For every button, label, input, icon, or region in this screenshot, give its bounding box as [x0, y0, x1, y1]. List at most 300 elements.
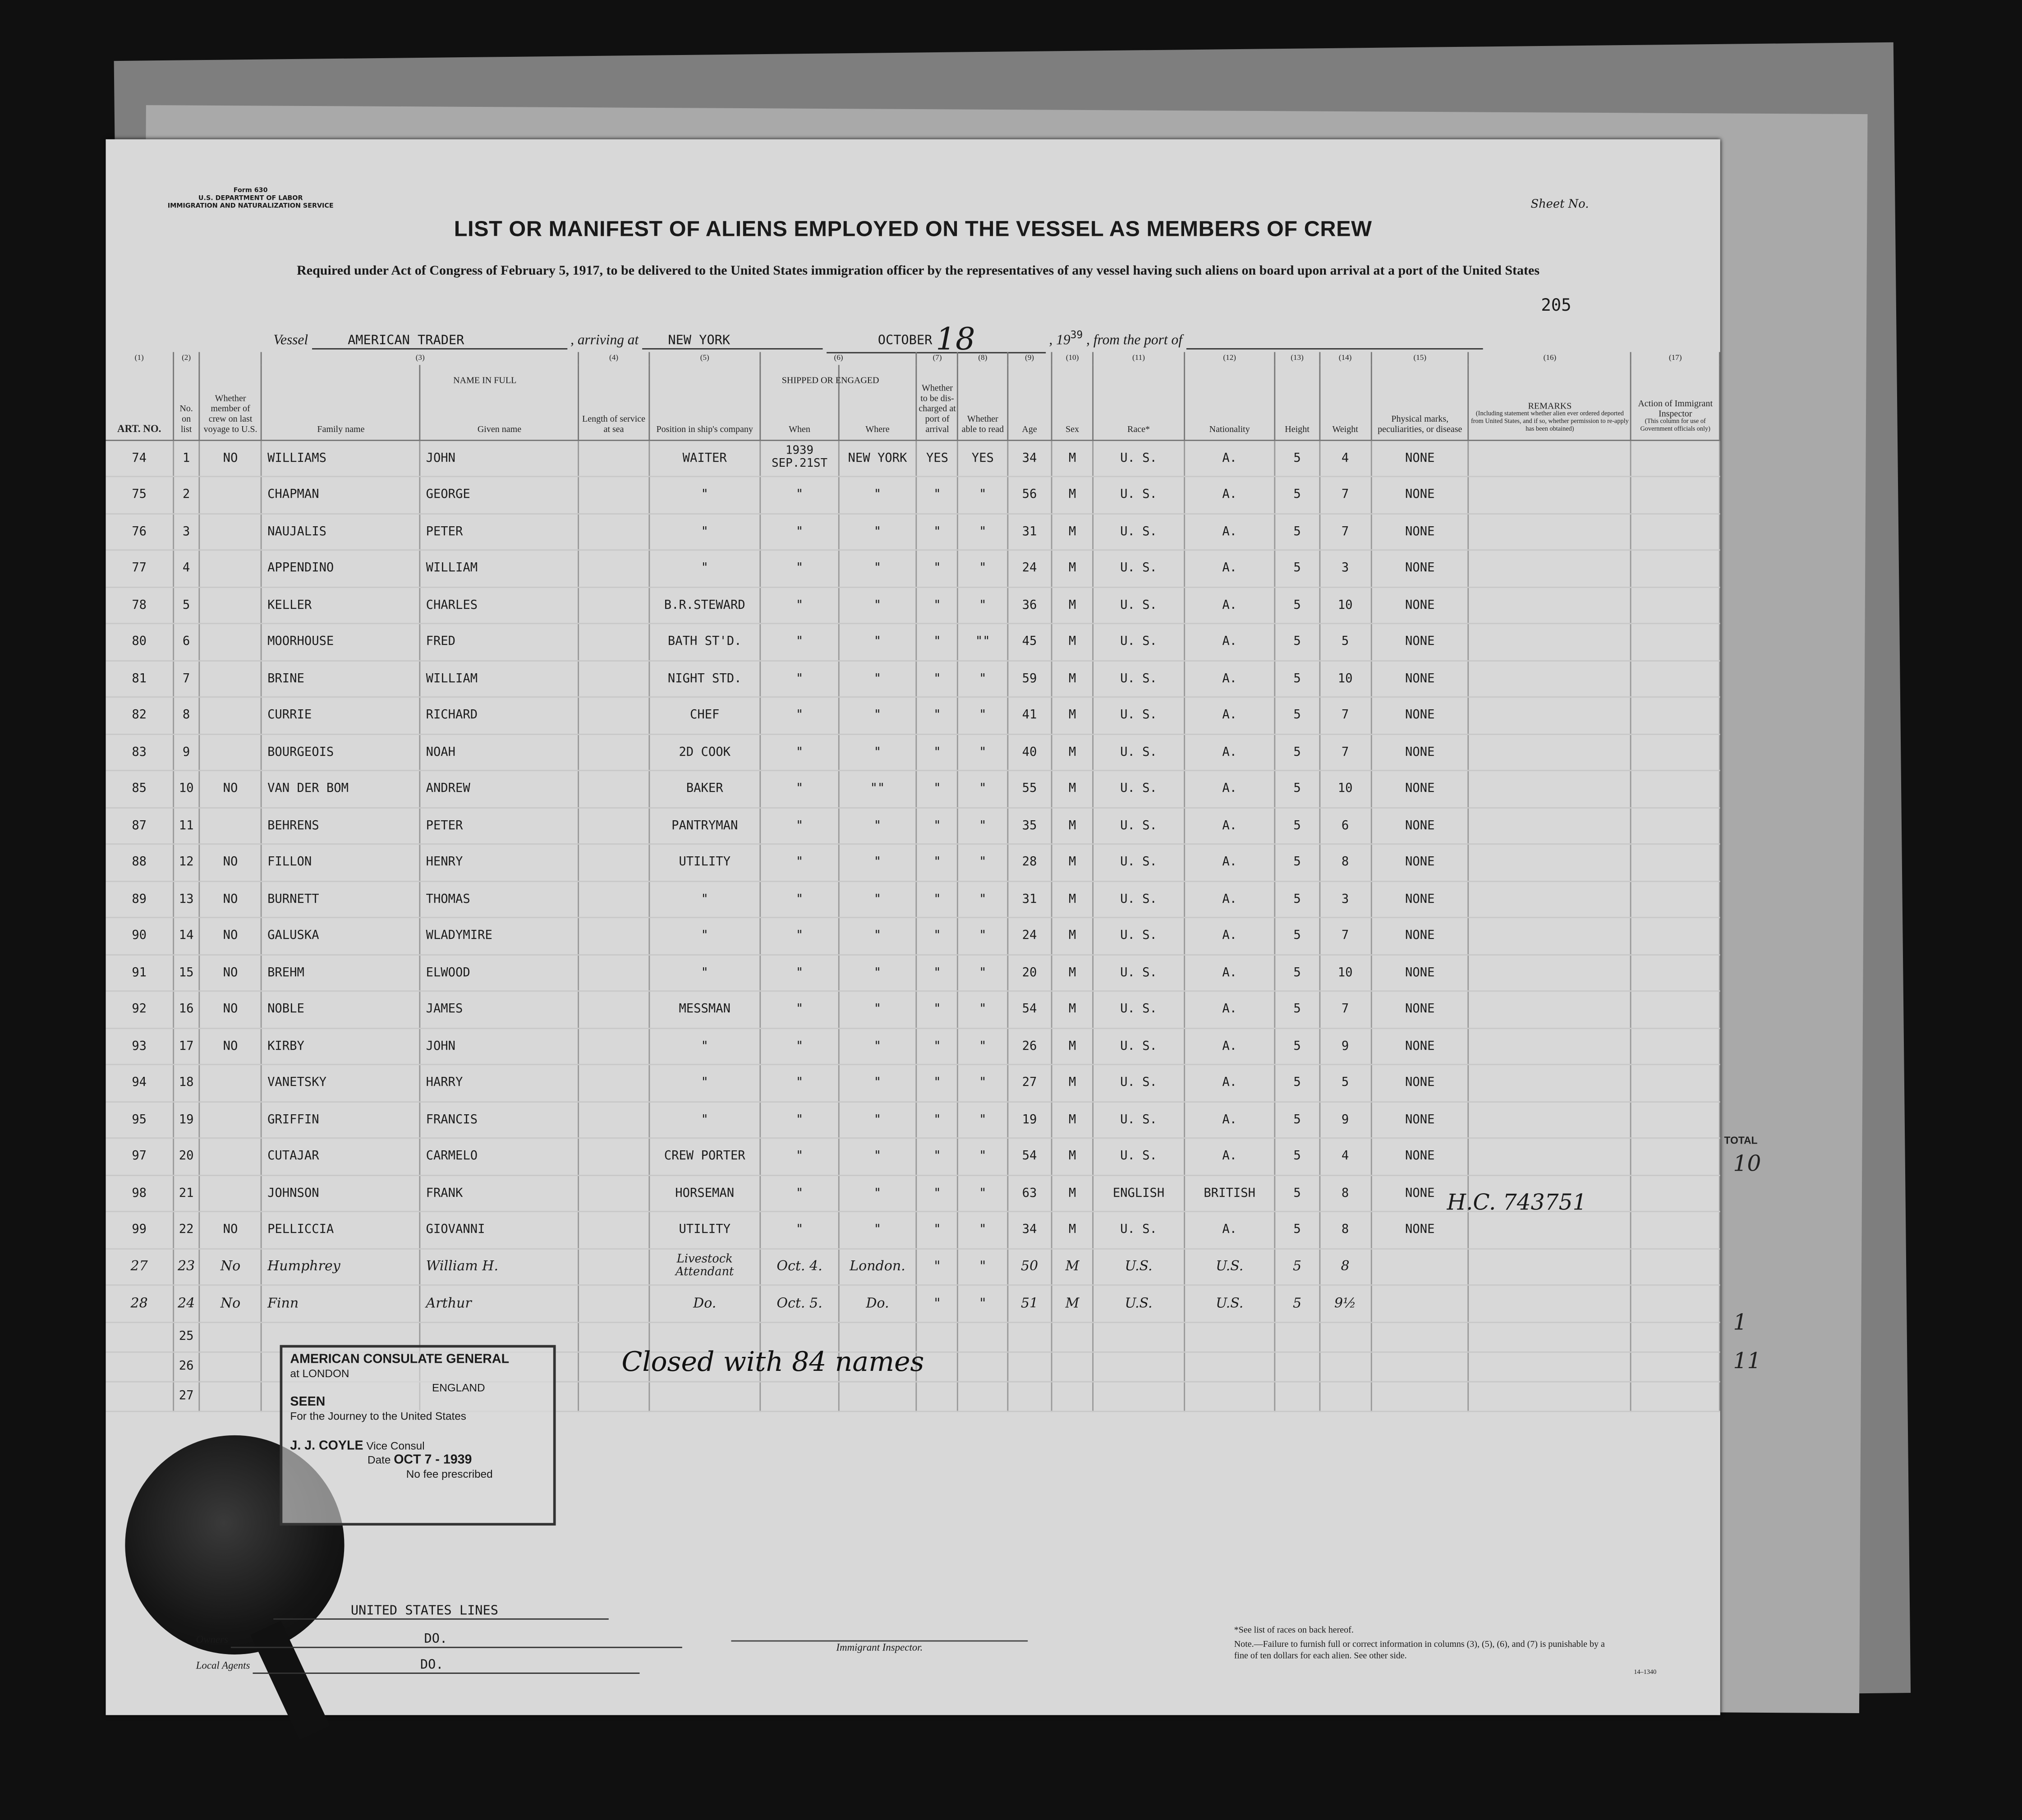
discharged: ": [916, 1212, 958, 1249]
list-number: 14: [173, 918, 199, 955]
vessel-line: Vessel AMERICAN TRADER , arriving at NEW YORK OCTOBER 18 , $19^{39}$ , from the port of: [273, 316, 1482, 354]
total-value: 1: [1733, 1310, 1747, 1336]
list-number: 24: [173, 1285, 199, 1322]
service-length: [579, 697, 649, 734]
list-number: 12: [173, 844, 199, 881]
able-to-read: ": [958, 550, 1007, 587]
given-name: HARRY: [420, 1065, 579, 1102]
family-name: BEHRENS: [262, 807, 420, 844]
height: 5: [1275, 440, 1319, 477]
discharged: ": [916, 881, 958, 918]
physical-marks: NONE: [1371, 1138, 1469, 1175]
position: Livestock Attendant: [649, 1248, 761, 1285]
shipped-when: ": [761, 734, 839, 771]
shipped-where: London.: [839, 1248, 917, 1285]
discharged: ": [916, 807, 958, 844]
remarks: [1469, 991, 1631, 1028]
height: 5: [1275, 587, 1319, 624]
physical-marks: NONE: [1371, 881, 1469, 918]
art-number: 88: [106, 844, 173, 881]
weight: [1319, 1322, 1371, 1351]
discharged: ": [916, 477, 958, 514]
inspector-action: [1631, 881, 1719, 918]
crew-row: [106, 954, 1719, 991]
art-number: 28: [106, 1285, 173, 1322]
last-voyage: [199, 477, 262, 514]
given-name: PETER: [420, 513, 579, 550]
age: 20: [1007, 954, 1052, 991]
age: 27: [1007, 1065, 1052, 1102]
crew-row: [106, 440, 1719, 477]
given-name: PETER: [420, 807, 579, 844]
able-to-read: YES: [958, 440, 1007, 477]
shipped-where: Do.: [839, 1285, 917, 1322]
able-to-read: [958, 1322, 1007, 1351]
weight: 10: [1319, 660, 1371, 697]
list-number: 15: [173, 954, 199, 991]
inspector-action: [1631, 587, 1719, 624]
age: 28: [1007, 844, 1052, 881]
sex: M: [1052, 844, 1093, 881]
inspector-action: [1631, 807, 1719, 844]
service-length: [579, 1381, 649, 1411]
art-number: 76: [106, 513, 173, 550]
sex: [1052, 1351, 1093, 1381]
last-voyage: NO: [199, 1028, 262, 1065]
nationality: A.: [1184, 513, 1275, 550]
family-name: PELLICCIA: [262, 1212, 420, 1249]
art-number: 99: [106, 1212, 173, 1249]
position: ": [649, 513, 761, 550]
shipped-where: ": [839, 1065, 917, 1102]
race: U. S.: [1093, 918, 1184, 955]
able-to-read: ": [958, 734, 1007, 771]
shipped-where: ": [839, 1175, 917, 1212]
arrival-port: NEW YORK: [642, 334, 823, 349]
art-number: 74: [106, 440, 173, 477]
race: U. S.: [1093, 991, 1184, 1028]
remarks: [1469, 513, 1631, 550]
given-name: HENRY: [420, 844, 579, 881]
family-name: Finn: [262, 1285, 420, 1322]
inspector-action: [1631, 954, 1719, 991]
remarks: [1469, 697, 1631, 734]
shipped-where: [839, 1381, 917, 1411]
height: 5: [1275, 1285, 1319, 1322]
discharged: ": [916, 954, 958, 991]
remarks: [1469, 660, 1631, 697]
page-subtitle: Required under Act of Congress of February 5, 1917, to be delivered to the United States immigration officer by the representatives of any vessel having such aliens on board upon arrival at a port of the United States: [297, 264, 1540, 279]
art-number: 78: [106, 587, 173, 624]
race: U. S.: [1093, 550, 1184, 587]
sex: M: [1052, 1138, 1093, 1175]
position: ": [649, 954, 761, 991]
inspector-action: [1631, 918, 1719, 955]
shipped-when: ": [761, 1138, 839, 1175]
last-voyage: [199, 697, 262, 734]
nationality: BRITISH: [1184, 1175, 1275, 1212]
nationality: A.: [1184, 1212, 1275, 1249]
shipped-where: ": [839, 881, 917, 918]
inspector-action: [1631, 1028, 1719, 1065]
shipped-where: ": [839, 660, 917, 697]
given-name: FRANCIS: [420, 1101, 579, 1138]
last-voyage: NO: [199, 1212, 262, 1249]
art-number: 97: [106, 1138, 173, 1175]
given-name: FRANK: [420, 1175, 579, 1212]
sex: M: [1052, 440, 1093, 477]
remarks: [1469, 1212, 1631, 1249]
list-number: 11: [173, 807, 199, 844]
family-name: KIRBY: [262, 1028, 420, 1065]
sex: M: [1052, 771, 1093, 808]
art-number: 93: [106, 1028, 173, 1065]
nationality: [1184, 1322, 1275, 1351]
shipped-where: ": [839, 807, 917, 844]
physical-marks: [1371, 1248, 1469, 1285]
race: U. S.: [1093, 660, 1184, 697]
height: 5: [1275, 1028, 1319, 1065]
nationality: [1184, 1351, 1275, 1381]
position: ": [649, 881, 761, 918]
weight: 7: [1319, 513, 1371, 550]
shipped-where: ": [839, 1212, 917, 1249]
able-to-read: ": [958, 587, 1007, 624]
remarks: [1469, 881, 1631, 918]
family-name: APPENDINO: [262, 550, 420, 587]
physical-marks: NONE: [1371, 1101, 1469, 1138]
list-number: 23: [173, 1248, 199, 1285]
age: 40: [1007, 734, 1052, 771]
physical-marks: [1371, 1322, 1469, 1351]
inspector-action: [1631, 697, 1719, 734]
height: 5: [1275, 1101, 1319, 1138]
remarks: [1469, 1028, 1631, 1065]
race: U. S.: [1093, 881, 1184, 918]
art-number: 75: [106, 477, 173, 514]
last-voyage: [199, 660, 262, 697]
art-number: 81: [106, 660, 173, 697]
crew-row: [106, 734, 1719, 771]
height: 5: [1275, 954, 1319, 991]
shipped-where: ": [839, 477, 917, 514]
art-number: 77: [106, 550, 173, 587]
last-voyage: No: [199, 1248, 262, 1285]
sex: M: [1052, 954, 1093, 991]
given-name: WILLIAM: [420, 550, 579, 587]
nationality: A.: [1184, 550, 1275, 587]
list-number: 8: [173, 697, 199, 734]
weight: 10: [1319, 587, 1371, 624]
height: [1275, 1322, 1319, 1351]
last-voyage: NO: [199, 771, 262, 808]
last-voyage: NO: [199, 881, 262, 918]
discharged: ": [916, 1065, 958, 1102]
able-to-read: "": [958, 624, 1007, 661]
discharged: ": [916, 624, 958, 661]
able-to-read: [958, 1381, 1007, 1411]
inspector-action: [1631, 513, 1719, 550]
nationality: A.: [1184, 1028, 1275, 1065]
crew-row: [106, 881, 1719, 918]
service-length: [579, 550, 649, 587]
family-name: NAUJALIS: [262, 513, 420, 550]
age: [1007, 1381, 1052, 1411]
height: 5: [1275, 1175, 1319, 1212]
nationality: A.: [1184, 624, 1275, 661]
shipped-when: ": [761, 587, 839, 624]
weight: 8: [1319, 1248, 1371, 1285]
sex: M: [1052, 881, 1093, 918]
last-voyage: [199, 624, 262, 661]
sex: M: [1052, 697, 1093, 734]
family-name: CUTAJAR: [262, 1138, 420, 1175]
shipped-where: ": [839, 587, 917, 624]
able-to-read: ": [958, 1065, 1007, 1102]
service-length: [579, 660, 649, 697]
height: 5: [1275, 697, 1319, 734]
discharged: ": [916, 1248, 958, 1285]
vessel-name: AMERICAN TRADER: [312, 334, 567, 349]
family-name: NOBLE: [262, 991, 420, 1028]
remarks: [1469, 1065, 1631, 1102]
weight: 5: [1319, 1065, 1371, 1102]
last-voyage: No: [199, 1285, 262, 1322]
remarks: [1469, 440, 1631, 477]
remarks: [1469, 1351, 1631, 1381]
able-to-read: ": [958, 807, 1007, 844]
sex: M: [1052, 807, 1093, 844]
last-voyage: NO: [199, 440, 262, 477]
inspector-action: [1631, 660, 1719, 697]
discharged: ": [916, 697, 958, 734]
height: 5: [1275, 550, 1319, 587]
shipped-when: ": [761, 1065, 839, 1102]
age: 56: [1007, 477, 1052, 514]
physical-marks: NONE: [1371, 1028, 1469, 1065]
race: U. S.: [1093, 1138, 1184, 1175]
age: [1007, 1351, 1052, 1381]
shipped-when: ": [761, 697, 839, 734]
shipped-where: ": [839, 1101, 917, 1138]
art-number: 90: [106, 918, 173, 955]
discharged: ": [916, 1285, 958, 1322]
position: B.R.STEWARD: [649, 587, 761, 624]
sex: M: [1052, 513, 1093, 550]
age: 50: [1007, 1248, 1052, 1285]
nationality: A.: [1184, 477, 1275, 514]
discharged: ": [916, 1028, 958, 1065]
crew-row: [106, 1212, 1719, 1249]
race: U. S.: [1093, 954, 1184, 991]
shipped-where: ": [839, 918, 917, 955]
physical-marks: NONE: [1371, 624, 1469, 661]
inspector-action: [1631, 1101, 1719, 1138]
family-name: Humphrey: [262, 1248, 420, 1285]
nationality: U.S.: [1184, 1285, 1275, 1322]
inspector-signature-line: Immigrant Inspector.: [731, 1641, 1028, 1654]
shipped-where: ": [839, 624, 917, 661]
able-to-read: ": [958, 1028, 1007, 1065]
race: U. S.: [1093, 807, 1184, 844]
remarks: [1469, 550, 1631, 587]
page-number: 205: [1541, 296, 1572, 316]
weight: 7: [1319, 697, 1371, 734]
inspector-action: [1631, 1322, 1719, 1351]
sex: M: [1052, 587, 1093, 624]
race: U. S.: [1093, 1212, 1184, 1249]
art-number: 95: [106, 1101, 173, 1138]
given-name: ANDREW: [420, 771, 579, 808]
remarks: [1469, 587, 1631, 624]
age: 34: [1007, 1212, 1052, 1249]
height: 5: [1275, 844, 1319, 881]
crew-row: [106, 513, 1719, 550]
discharged: YES: [916, 440, 958, 477]
position: CREW PORTER: [649, 1138, 761, 1175]
weight: 7: [1319, 918, 1371, 955]
position: Do.: [649, 1285, 761, 1322]
position: HORSEMAN: [649, 1175, 761, 1212]
service-length: [579, 587, 649, 624]
sex: M: [1052, 1285, 1093, 1322]
inspector-action: [1631, 440, 1719, 477]
sex: M: [1052, 477, 1093, 514]
last-voyage: [199, 1065, 262, 1102]
sex: M: [1052, 1065, 1093, 1102]
weight: 7: [1319, 991, 1371, 1028]
position: ": [649, 550, 761, 587]
physical-marks: NONE: [1371, 477, 1469, 514]
remarks: [1469, 918, 1631, 955]
sex: [1052, 1381, 1093, 1411]
height: 5: [1275, 881, 1319, 918]
service-length: [579, 1175, 649, 1212]
race: U. S.: [1093, 771, 1184, 808]
nationality: A.: [1184, 918, 1275, 955]
inspector-action: [1631, 1175, 1719, 1212]
able-to-read: ": [958, 1138, 1007, 1175]
last-voyage: [199, 1101, 262, 1138]
given-name: GEORGE: [420, 477, 579, 514]
age: 19: [1007, 1101, 1052, 1138]
physical-marks: [1371, 1285, 1469, 1322]
age: 45: [1007, 624, 1052, 661]
able-to-read: ": [958, 1248, 1007, 1285]
race: U. S.: [1093, 587, 1184, 624]
given-name: RICHARD: [420, 697, 579, 734]
sex: M: [1052, 1248, 1093, 1285]
given-name: THOMAS: [420, 881, 579, 918]
age: 63: [1007, 1175, 1052, 1212]
family-name: BREHM: [262, 954, 420, 991]
able-to-read: ": [958, 771, 1007, 808]
service-length: [579, 1101, 649, 1138]
crew-row: [106, 1285, 1719, 1322]
discharged: ": [916, 587, 958, 624]
last-voyage: [199, 1322, 262, 1351]
weight: 7: [1319, 734, 1371, 771]
departure-port: [1186, 333, 1483, 349]
service-length: [579, 771, 649, 808]
list-number: 1: [173, 440, 199, 477]
able-to-read: ": [958, 844, 1007, 881]
given-name: CHARLES: [420, 587, 579, 624]
crew-row: [106, 624, 1719, 661]
art-number: 94: [106, 1065, 173, 1102]
inspector-action: [1631, 771, 1719, 808]
position: ": [649, 477, 761, 514]
remarks: [1469, 954, 1631, 991]
inspector-action: [1631, 1212, 1719, 1249]
shipped-when: ": [761, 550, 839, 587]
list-number: 18: [173, 1065, 199, 1102]
service-length: [579, 881, 649, 918]
physical-marks: NONE: [1371, 807, 1469, 844]
family-name: CURRIE: [262, 697, 420, 734]
remarks: [1469, 807, 1631, 844]
inspector-action: [1631, 844, 1719, 881]
weight: 6: [1319, 807, 1371, 844]
age: 35: [1007, 807, 1052, 844]
weight: 4: [1319, 440, 1371, 477]
sex: M: [1052, 918, 1093, 955]
family-name: JOHNSON: [262, 1175, 420, 1212]
shipped-when: 1939 SEP.21ST: [761, 440, 839, 477]
position: ": [649, 1101, 761, 1138]
age: [1007, 1322, 1052, 1351]
physical-marks: NONE: [1371, 1175, 1469, 1212]
shipped-where: ": [839, 1138, 917, 1175]
inspector-action: [1631, 1285, 1719, 1322]
last-voyage: [199, 587, 262, 624]
owners-block: UNITED STATES LINES: [273, 1604, 609, 1619]
able-to-read: ": [958, 477, 1007, 514]
inspector-action: [1631, 1138, 1719, 1175]
last-voyage: NO: [199, 918, 262, 955]
discharged: [916, 1381, 958, 1411]
weight: 3: [1319, 881, 1371, 918]
last-voyage: [199, 1138, 262, 1175]
family-name: MOORHOUSE: [262, 624, 420, 661]
age: 24: [1007, 918, 1052, 955]
height: 5: [1275, 991, 1319, 1028]
inspector-action: [1631, 1065, 1719, 1102]
last-voyage: [199, 550, 262, 587]
crew-row: [106, 1101, 1719, 1138]
age: 51: [1007, 1285, 1052, 1322]
position: 2D COOK: [649, 734, 761, 771]
physical-marks: NONE: [1371, 918, 1469, 955]
sex: M: [1052, 1028, 1093, 1065]
nationality: A.: [1184, 660, 1275, 697]
last-voyage: [199, 734, 262, 771]
remarks: [1469, 477, 1631, 514]
nationality: A.: [1184, 1138, 1275, 1175]
list-number: 20: [173, 1138, 199, 1175]
list-number: 7: [173, 660, 199, 697]
race: U. S.: [1093, 697, 1184, 734]
discharged: ": [916, 550, 958, 587]
age: 59: [1007, 660, 1052, 697]
shipped-heading: SHIPPED OR ENGAGED: [781, 375, 879, 386]
crew-row: [106, 918, 1719, 955]
penalty-note: Note.—Failure to furnish full or correct information in columns (3), (5), (6), and (7) is punishable by a fine of ten dollars for each alien. See other side.: [1234, 1639, 1605, 1661]
able-to-read: ": [958, 1212, 1007, 1249]
shipped-where: ": [839, 513, 917, 550]
given-name: WILLIAM: [420, 660, 579, 697]
last-voyage: [199, 513, 262, 550]
